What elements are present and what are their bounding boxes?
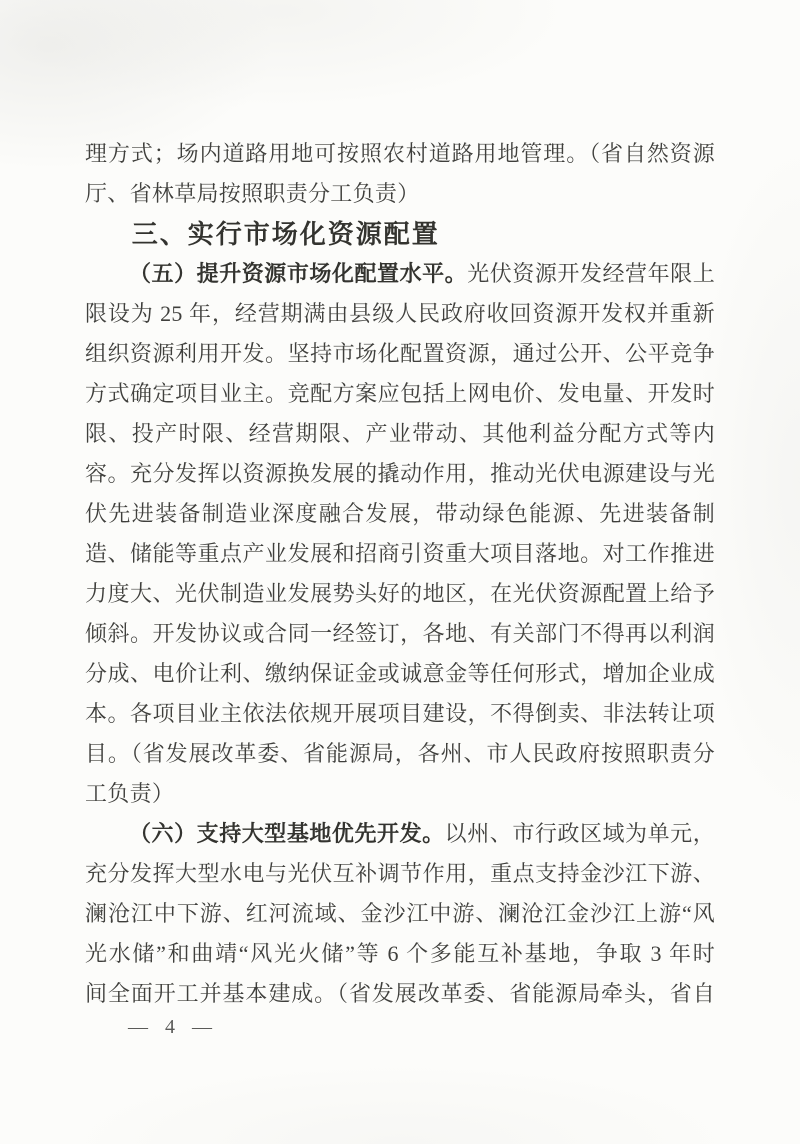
text-line	[85, 134, 715, 174]
bold-text-segment: （六）支持大型基地优先开发。	[129, 821, 445, 846]
text-segment: 容。充分发挥以资源换发展的撬动作用，推动光伏电源建设与光	[85, 461, 715, 486]
text-segment: 理方式；场内道路用地可按照农村道路用地管理。（省自然资源	[85, 141, 715, 166]
text-segment: 限设为 25 年，经营期满由县级人民政府收回资源开发权并重新	[85, 301, 715, 326]
text-segment: 间全面开工并基本建成。（省发展改革委、省能源局牵头，省自	[85, 981, 715, 1006]
text-line	[85, 734, 715, 774]
text-segment: 组织资源利用开发。坚持市场化配置资源，通过公开、公平竞争	[85, 341, 715, 366]
text-line	[85, 654, 715, 694]
text-line	[85, 414, 715, 454]
text-segment: 光水储”和曲靖“风光火储”等 6 个多能互补基地，争取 3 年时	[85, 941, 715, 966]
text-segment: 伏先进装备制造业深度融合发展，带动绿色能源、先进装备制	[85, 501, 715, 526]
text-line	[85, 254, 715, 294]
text-segment: 限、投产时限、经营期限、产业带动、其他利益分配方式等内	[85, 421, 715, 446]
text-segment: 倾斜。开发协议或合同一经签订，各地、有关部门不得再以利润	[85, 621, 715, 646]
text-segment: 以州、市行政区域为单元，	[444, 821, 715, 846]
text-segment: 力度大、光伏制造业发展势头好的地区，在光伏资源配置上给予	[85, 581, 715, 606]
text-line	[85, 814, 715, 854]
text-segment: 充分发挥大型水电与光伏互补调节作用，重点支持金沙江下游、	[85, 861, 715, 886]
bold-text-segment: （五）提升资源市场化配置水平。	[129, 261, 468, 286]
text-line	[85, 294, 715, 334]
text-line	[85, 614, 715, 654]
page-number: — 4 —	[128, 1016, 218, 1038]
text-segment: 方式确定项目业主。竞配方案应包括上网电价、发电量、开发时	[85, 381, 715, 406]
text-line	[85, 894, 715, 934]
text-segment: 光伏资源开发经营年限上	[467, 261, 715, 286]
text-segment: 澜沧江中下游、红河流域、金沙江中游、澜沧江金沙江上游“风	[85, 901, 715, 926]
text-line	[85, 854, 715, 894]
text-line	[85, 694, 715, 734]
text-line	[85, 334, 715, 374]
document-body	[85, 134, 715, 1014]
text-line	[85, 374, 715, 414]
bold-text-segment: 三、实行市场化资源配置	[131, 219, 440, 249]
text-line	[85, 934, 715, 974]
text-line	[85, 974, 715, 1014]
text-segment: 造、储能等重点产业发展和招商引资重大项目落地。对工作推进	[85, 541, 715, 566]
text-segment: 厅、省林草局按照职责分工负责）	[85, 181, 420, 206]
text-segment: 工负责）	[85, 781, 175, 806]
text-line	[85, 454, 715, 494]
text-segment: 本。各项目业主依法依规开展项目建设，不得倒卖、非法转让项	[85, 701, 715, 726]
text-line	[85, 574, 715, 614]
text-segment: 目。（省发展改革委、省能源局，各州、市人民政府按照职责分	[85, 741, 715, 766]
text-line	[85, 774, 715, 814]
text-line	[85, 534, 715, 574]
text-line	[85, 494, 715, 534]
section-heading	[85, 214, 715, 254]
text-line	[85, 174, 715, 214]
text-segment: 分成、电价让利、缴纳保证金或诚意金等任何形式，增加企业成	[85, 661, 715, 686]
